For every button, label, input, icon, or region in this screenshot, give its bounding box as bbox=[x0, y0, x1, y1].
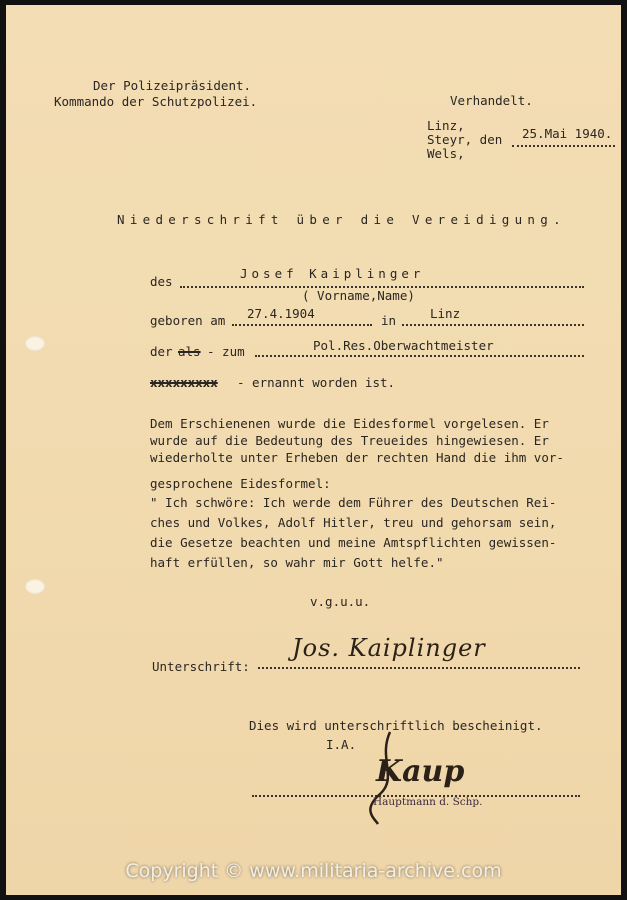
signature-flourish bbox=[368, 728, 408, 826]
officer-signature: Kaup bbox=[376, 754, 465, 789]
date-line bbox=[512, 145, 615, 147]
birth-place: Linz bbox=[430, 306, 461, 321]
oath-line: ches und Volkes, Adolf Hitler, treu und gehorsam sein, bbox=[150, 515, 557, 530]
handwritten-signature: Jos. Kaiplinger bbox=[292, 634, 486, 662]
ia-label: I.A. bbox=[326, 737, 357, 752]
in-label: in bbox=[381, 313, 397, 328]
body-line: wiederholte unter Erheben der rechten Hand die ihm vor- bbox=[150, 450, 564, 465]
place-steyr: Steyr, den bbox=[427, 132, 503, 147]
rank-value: Pol.Res.Oberwachtmeister bbox=[313, 338, 494, 353]
place-wels: Wels, bbox=[427, 146, 465, 161]
body-line: gesprochene Eidesformel: bbox=[150, 476, 331, 491]
copyright-watermark: Copyright © www.militaria-archive.com bbox=[125, 860, 502, 882]
punch-hole bbox=[25, 579, 45, 594]
certification-line: Dies wird unterschriftlich bescheinigt. bbox=[249, 718, 543, 733]
rank-line bbox=[255, 355, 584, 357]
der-struck: als bbox=[178, 344, 201, 359]
birth-place-line bbox=[402, 324, 584, 326]
struck-word: xxxxxxxxx bbox=[150, 375, 218, 390]
birth-date-line bbox=[232, 324, 372, 326]
geboren-label: geboren am bbox=[150, 313, 226, 328]
des-label: des bbox=[150, 274, 173, 289]
name-value: Josef Kaiplinger bbox=[240, 266, 425, 281]
ernannt-text: - ernannt worden ist. bbox=[237, 375, 396, 390]
der-label: der bbox=[150, 344, 173, 359]
name-hint: ( Vorname,Name) bbox=[302, 288, 415, 303]
birth-date: 27.4.1904 bbox=[247, 306, 315, 321]
zum-label: - zum bbox=[207, 344, 245, 359]
signature-label: Unterschrift: bbox=[152, 659, 250, 674]
document-date: 25.Mai 1940. bbox=[522, 126, 613, 141]
signature-line bbox=[258, 667, 580, 669]
authority-line-1: Der Polizeipräsident. bbox=[93, 78, 252, 93]
oath-line: " Ich schwöre: Ich werde dem Führer des Deutschen Rei- bbox=[150, 495, 557, 510]
officer-title-stamp: Hauptmann d. Schp. bbox=[373, 796, 483, 808]
vgu-abbrev: v.g.u.u. bbox=[310, 594, 371, 609]
oath-line: die Gesetze beachten und meine Amtspflichten gewissen- bbox=[150, 535, 557, 550]
place-linz: Linz, bbox=[427, 118, 465, 133]
body-line: Dem Erschienenen wurde die Eidesformel vorgelesen. Er bbox=[150, 416, 549, 431]
verhandelt-label: Verhandelt. bbox=[450, 93, 533, 108]
authority-line-2: Kommando der Schutzpolizei. bbox=[54, 94, 258, 109]
punch-hole bbox=[25, 336, 45, 351]
body-line: wurde auf die Bedeutung des Treueides hingewiesen. Er bbox=[150, 433, 549, 448]
oath-line: haft erfüllen, so wahr mir Gott helfe." bbox=[150, 555, 444, 570]
document-title: Niederschrift über die Vereidigung. bbox=[117, 212, 566, 227]
